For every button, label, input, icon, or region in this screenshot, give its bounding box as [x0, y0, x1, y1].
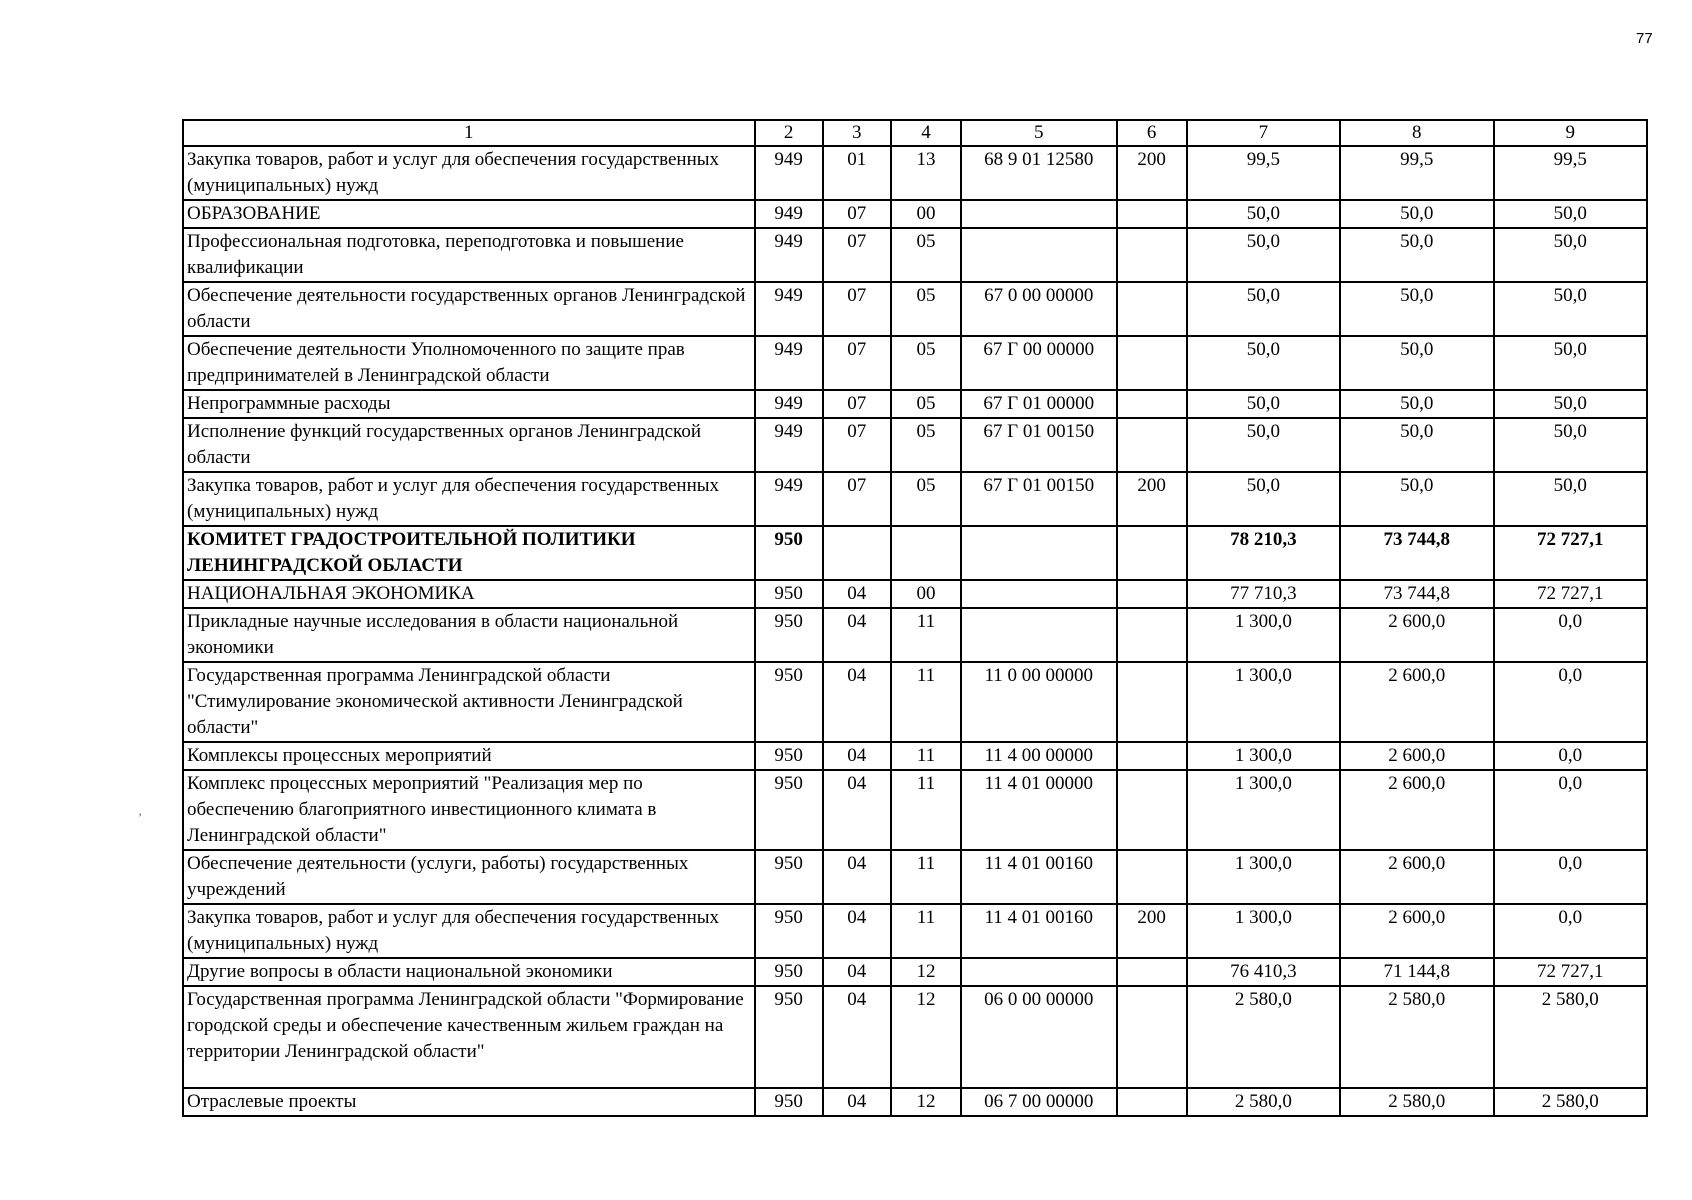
row-code-3: 07 — [823, 390, 891, 418]
row-value-7: 1 300,0 — [1187, 904, 1340, 958]
col-header: 3 — [823, 120, 891, 146]
row-value-8: 2 600,0 — [1340, 662, 1493, 742]
row-code-6 — [1117, 958, 1187, 986]
row-value-8: 50,0 — [1340, 282, 1493, 336]
col-header: 7 — [1187, 120, 1340, 146]
row-code-2: 950 — [755, 1088, 823, 1116]
row-code-5: 11 4 01 00160 — [961, 850, 1116, 904]
stray-mark: ’ — [138, 810, 142, 824]
row-value-8: 2 600,0 — [1340, 770, 1493, 850]
row-code-4: 12 — [891, 986, 961, 1088]
row-code-5: 11 4 00 00000 — [961, 742, 1116, 770]
table-row — [183, 1088, 1647, 1116]
row-code-4: 05 — [891, 418, 961, 472]
row-value-8: 50,0 — [1340, 336, 1493, 390]
row-value-8: 50,0 — [1340, 228, 1493, 282]
row-code-2: 950 — [755, 986, 823, 1088]
row-name: Исполнение функций государственных органов Ленинградской области — [183, 418, 755, 472]
row-code-6 — [1117, 580, 1187, 608]
row-code-6 — [1117, 282, 1187, 336]
row-code-2: 950 — [755, 904, 823, 958]
row-value-7: 99,5 — [1187, 146, 1340, 200]
row-value-8: 73 744,8 — [1340, 526, 1493, 580]
row-code-3: 04 — [823, 608, 891, 662]
table-row — [183, 608, 1647, 662]
table-row — [183, 742, 1647, 770]
row-code-3 — [823, 526, 891, 580]
row-name: Обеспечение деятельности Уполномоченного по защите прав предпринимателей в Ленинградской области — [183, 336, 755, 390]
row-name: Прикладные научные исследования в области национальной экономики — [183, 608, 755, 662]
row-name: Закупка товаров, работ и услуг для обеспечения государственных (муниципальных) нужд — [183, 904, 755, 958]
row-name: Закупка товаров, работ и услуг для обеспечения государственных (муниципальных) нужд — [183, 146, 755, 200]
table-row — [183, 958, 1647, 986]
row-value-9: 72 727,1 — [1494, 526, 1648, 580]
row-code-4: 00 — [891, 200, 961, 228]
row-value-7: 1 300,0 — [1187, 662, 1340, 742]
table-row — [183, 146, 1647, 200]
row-code-3: 01 — [823, 146, 891, 200]
table-row — [183, 282, 1647, 336]
row-code-4: 11 — [891, 662, 961, 742]
row-name: Закупка товаров, работ и услуг для обеспечения государственных (муниципальных) нужд — [183, 472, 755, 526]
row-value-8: 50,0 — [1340, 200, 1493, 228]
row-name: Комплекс процессных мероприятий "Реализация мер по обеспечению благоприятного инвестиционного климата в Ленинградской области" — [183, 770, 755, 850]
table-row — [183, 200, 1647, 228]
row-code-4: 05 — [891, 336, 961, 390]
row-value-9: 72 727,1 — [1494, 958, 1648, 986]
table-row — [183, 336, 1647, 390]
row-value-9: 50,0 — [1494, 390, 1648, 418]
row-code-4: 12 — [891, 958, 961, 986]
row-name: ОБРАЗОВАНИЕ — [183, 200, 755, 228]
row-code-6 — [1117, 850, 1187, 904]
row-code-2: 949 — [755, 200, 823, 228]
row-code-6 — [1117, 418, 1187, 472]
row-code-6 — [1117, 526, 1187, 580]
row-name: Государственная программа Ленинградской области "Формирование городской среды и обеспечение качественным жильем граждан на территории Ленинградской области" — [183, 986, 755, 1088]
row-name: Отраслевые проекты — [183, 1088, 755, 1116]
table-row — [183, 850, 1647, 904]
row-value-9: 99,5 — [1494, 146, 1648, 200]
row-code-5 — [961, 580, 1116, 608]
row-code-5: 06 0 00 00000 — [961, 986, 1116, 1088]
row-code-6 — [1117, 742, 1187, 770]
row-name: Обеспечение деятельности государственных органов Ленинградской области — [183, 282, 755, 336]
row-code-3: 04 — [823, 580, 891, 608]
row-value-9: 2 580,0 — [1494, 986, 1648, 1088]
row-code-5 — [961, 228, 1116, 282]
row-value-9: 0,0 — [1494, 608, 1648, 662]
row-value-7: 50,0 — [1187, 228, 1340, 282]
row-code-6 — [1117, 390, 1187, 418]
row-value-9: 50,0 — [1494, 472, 1648, 526]
row-code-3: 04 — [823, 850, 891, 904]
row-code-6: 200 — [1117, 472, 1187, 526]
row-code-5: 67 Г 01 00150 — [961, 418, 1116, 472]
row-name: Профессиональная подготовка, переподготовка и повышение квалификации — [183, 228, 755, 282]
row-code-4: 11 — [891, 904, 961, 958]
row-code-5: 11 4 01 00160 — [961, 904, 1116, 958]
col-header: 6 — [1117, 120, 1187, 146]
table-row — [183, 526, 1647, 580]
row-code-6: 200 — [1117, 904, 1187, 958]
row-code-5: 67 0 00 00000 — [961, 282, 1116, 336]
row-code-6 — [1117, 608, 1187, 662]
row-code-2: 949 — [755, 472, 823, 526]
table-row — [183, 390, 1647, 418]
row-value-9: 50,0 — [1494, 228, 1648, 282]
row-value-8: 2 580,0 — [1340, 986, 1493, 1088]
row-value-9: 2 580,0 — [1494, 1088, 1648, 1116]
table-row — [183, 228, 1647, 282]
row-value-9: 0,0 — [1494, 742, 1648, 770]
row-value-8: 99,5 — [1340, 146, 1493, 200]
table-row — [183, 472, 1647, 526]
row-code-6 — [1117, 336, 1187, 390]
row-code-5 — [961, 958, 1116, 986]
row-value-8: 2 600,0 — [1340, 608, 1493, 662]
col-header: 9 — [1494, 120, 1648, 146]
row-code-5: 67 Г 01 00000 — [961, 390, 1116, 418]
row-value-8: 73 744,8 — [1340, 580, 1493, 608]
table-row — [183, 770, 1647, 850]
row-code-2: 950 — [755, 770, 823, 850]
row-code-2: 949 — [755, 418, 823, 472]
row-code-2: 950 — [755, 608, 823, 662]
row-value-7: 1 300,0 — [1187, 770, 1340, 850]
row-code-2: 949 — [755, 282, 823, 336]
row-code-4: 13 — [891, 146, 961, 200]
row-name: Комплексы процессных мероприятий — [183, 742, 755, 770]
row-code-3: 07 — [823, 336, 891, 390]
row-code-6 — [1117, 770, 1187, 850]
row-code-6: 200 — [1117, 146, 1187, 200]
row-code-6 — [1117, 1088, 1187, 1116]
row-code-2: 950 — [755, 850, 823, 904]
row-code-3: 04 — [823, 1088, 891, 1116]
row-value-8: 2 600,0 — [1340, 904, 1493, 958]
row-value-9: 50,0 — [1494, 282, 1648, 336]
table-row — [183, 662, 1647, 742]
row-code-3: 07 — [823, 200, 891, 228]
row-value-7: 2 580,0 — [1187, 1088, 1340, 1116]
row-code-3: 07 — [823, 418, 891, 472]
row-value-8: 2 600,0 — [1340, 742, 1493, 770]
row-value-9: 0,0 — [1494, 850, 1648, 904]
row-code-4: 11 — [891, 770, 961, 850]
row-code-6 — [1117, 662, 1187, 742]
row-code-6 — [1117, 228, 1187, 282]
row-value-8: 2 580,0 — [1340, 1088, 1493, 1116]
table-row — [183, 904, 1647, 958]
row-value-7: 50,0 — [1187, 200, 1340, 228]
col-header: 4 — [891, 120, 961, 146]
row-code-3: 04 — [823, 904, 891, 958]
row-code-2: 949 — [755, 336, 823, 390]
row-name: НАЦИОНАЛЬНАЯ ЭКОНОМИКА — [183, 580, 755, 608]
row-code-2: 949 — [755, 146, 823, 200]
row-name: Непрограммные расходы — [183, 390, 755, 418]
col-header: 1 — [183, 120, 755, 146]
row-code-2: 950 — [755, 742, 823, 770]
row-code-3: 07 — [823, 282, 891, 336]
row-value-9: 50,0 — [1494, 418, 1648, 472]
row-code-2: 950 — [755, 662, 823, 742]
row-value-9: 0,0 — [1494, 662, 1648, 742]
row-value-9: 50,0 — [1494, 200, 1648, 228]
row-code-4: 11 — [891, 742, 961, 770]
col-header: 5 — [961, 120, 1116, 146]
row-code-2: 950 — [755, 580, 823, 608]
row-code-3: 04 — [823, 770, 891, 850]
row-code-5: 68 9 01 12580 — [961, 146, 1116, 200]
row-code-4: 05 — [891, 282, 961, 336]
row-value-7: 50,0 — [1187, 390, 1340, 418]
row-value-8: 50,0 — [1340, 418, 1493, 472]
row-value-9: 0,0 — [1494, 770, 1648, 850]
row-value-7: 50,0 — [1187, 282, 1340, 336]
row-value-9: 50,0 — [1494, 336, 1648, 390]
row-code-2: 950 — [755, 958, 823, 986]
row-code-4: 11 — [891, 608, 961, 662]
table-row — [183, 986, 1647, 1088]
row-code-4: 05 — [891, 472, 961, 526]
row-code-2: 950 — [755, 526, 823, 580]
row-code-2: 949 — [755, 228, 823, 282]
row-value-7: 76 410,3 — [1187, 958, 1340, 986]
row-value-7: 78 210,3 — [1187, 526, 1340, 580]
row-value-7: 50,0 — [1187, 418, 1340, 472]
row-value-8: 50,0 — [1340, 472, 1493, 526]
row-value-7: 2 580,0 — [1187, 986, 1340, 1088]
row-name: Государственная программа Ленинградской области "Стимулирование экономической активности Ленинградской области" — [183, 662, 755, 742]
row-code-5 — [961, 608, 1116, 662]
row-value-7: 50,0 — [1187, 472, 1340, 526]
row-code-3: 07 — [823, 472, 891, 526]
row-value-9: 72 727,1 — [1494, 580, 1648, 608]
row-value-7: 50,0 — [1187, 336, 1340, 390]
row-code-4: 05 — [891, 390, 961, 418]
row-value-8: 50,0 — [1340, 390, 1493, 418]
row-value-8: 71 144,8 — [1340, 958, 1493, 986]
table-row — [183, 580, 1647, 608]
row-code-4: 00 — [891, 580, 961, 608]
header-row — [183, 120, 1647, 146]
row-code-4: 11 — [891, 850, 961, 904]
row-code-4: 12 — [891, 1088, 961, 1116]
row-code-6 — [1117, 986, 1187, 1088]
col-header: 2 — [755, 120, 823, 146]
row-code-2: 949 — [755, 390, 823, 418]
row-code-5 — [961, 526, 1116, 580]
row-code-6 — [1117, 200, 1187, 228]
row-code-4: 05 — [891, 228, 961, 282]
row-code-3: 07 — [823, 228, 891, 282]
row-code-5: 67 Г 00 00000 — [961, 336, 1116, 390]
row-value-7: 77 710,3 — [1187, 580, 1340, 608]
row-code-3: 04 — [823, 986, 891, 1088]
row-code-4 — [891, 526, 961, 580]
row-name: Другие вопросы в области национальной экономики — [183, 958, 755, 986]
row-code-3: 04 — [823, 958, 891, 986]
row-code-3: 04 — [823, 742, 891, 770]
col-header: 8 — [1340, 120, 1493, 146]
row-value-8: 2 600,0 — [1340, 850, 1493, 904]
row-code-5: 67 Г 01 00150 — [961, 472, 1116, 526]
row-name: Обеспечение деятельности (услуги, работы) государственных учреждений — [183, 850, 755, 904]
row-code-3: 04 — [823, 662, 891, 742]
page-number: 77 — [1636, 30, 1653, 47]
table-row — [183, 418, 1647, 472]
row-name: КОМИТЕТ ГРАДОСТРОИТЕЛЬНОЙ ПОЛИТИКИ ЛЕНИНГРАДСКОЙ ОБЛАСТИ — [183, 526, 755, 580]
row-value-7: 1 300,0 — [1187, 742, 1340, 770]
row-code-5: 11 0 00 00000 — [961, 662, 1116, 742]
row-value-9: 0,0 — [1494, 904, 1648, 958]
row-code-5: 06 7 00 00000 — [961, 1088, 1116, 1116]
row-value-7: 1 300,0 — [1187, 850, 1340, 904]
budget-table — [182, 119, 1648, 1117]
row-value-7: 1 300,0 — [1187, 608, 1340, 662]
row-code-5 — [961, 200, 1116, 228]
row-code-5: 11 4 01 00000 — [961, 770, 1116, 850]
